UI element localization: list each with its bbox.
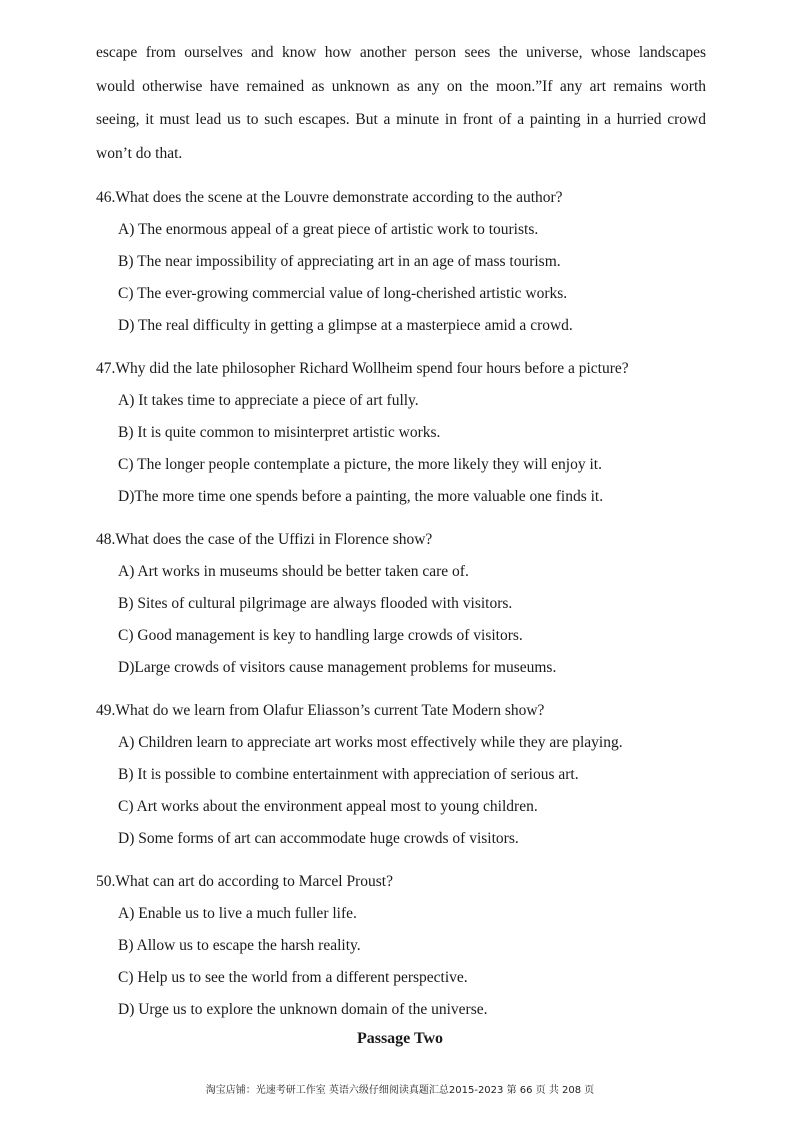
passage-line: won’t do that. — [96, 144, 183, 162]
passage-text — [96, 36, 706, 170]
question-stem: 50.What can art do according to Marcel Proust? — [96, 873, 393, 890]
question-46 — [96, 182, 716, 342]
option-b: B) It is possible to combine entertainment with appreciation of serious art. — [118, 766, 579, 783]
option-a: A) Children learn to appreciate art works most effectively while they are playing. — [118, 734, 623, 751]
option-b: B) It is quite common to misinterpret artistic works. — [118, 424, 441, 441]
passage-line: would otherwise have remained as unknown as any on the moon.”If any art remains worth — [96, 77, 706, 95]
option-b: B) Sites of cultural pilgrimage are always flooded with visitors. — [118, 595, 513, 612]
option-d: D) Some forms of art can accommodate huge crowds of visitors. — [118, 830, 519, 847]
question-stem: 48.What does the case of the Uffizi in Florence show? — [96, 531, 433, 548]
option-d: D)Large crowds of visitors cause management problems for museums. — [118, 659, 557, 676]
question-50 — [96, 866, 716, 1026]
option-c: C) The longer people contemplate a picture, the more likely they will enjoy it. — [118, 456, 602, 473]
option-b: B) The near impossibility of appreciating art in an age of mass tourism. — [118, 253, 561, 270]
question-49 — [96, 695, 716, 855]
option-a: A) Art works in museums should be better taken care of. — [118, 563, 469, 580]
section-title: Passage Two — [356, 1030, 444, 1047]
option-d: D)The more time one spends before a painting, the more valuable one finds it. — [118, 488, 604, 505]
question-stem: 46.What does the scene at the Louvre demonstrate according to the author? — [96, 189, 563, 206]
option-a: A) Enable us to live a much fuller life. — [118, 905, 357, 922]
option-c: C) Art works about the environment appeal most to young children. — [118, 798, 538, 815]
option-a: A) It takes time to appreciate a piece of art fully. — [118, 392, 419, 409]
question-stem: 47.Why did the late philosopher Richard Wollheim spend four hours before a picture? — [96, 360, 629, 377]
option-d: D) Urge us to explore the unknown domain of the universe. — [118, 1001, 488, 1018]
option-c: C) Good management is key to handling large crowds of visitors. — [118, 627, 523, 644]
option-d: D) The real difficulty in getting a glimpse at a masterpiece amid a crowd. — [118, 317, 573, 334]
question-stem: 49.What do we learn from Olafur Eliasson’s current Tate Modern show? — [96, 702, 545, 719]
passage-line: escape from ourselves and know how another person sees the universe, whose landscapes — [96, 44, 706, 61]
page-footer: 淘宝店铺：光速考研工作室 英语六级仔细阅读真题汇总2015-2023 第 66 页 共 208 页 — [205, 1085, 595, 1096]
passage-line: seeing, it must lead us to such escapes. But a minute in front of a painting in a hurried crowd — [96, 111, 706, 128]
option-c: C) Help us to see the world from a different perspective. — [118, 969, 468, 986]
question-47 — [96, 353, 716, 513]
option-a: A) The enormous appeal of a great piece of artistic work to tourists. — [118, 221, 539, 238]
option-b: B) Allow us to escape the harsh reality. — [118, 937, 361, 954]
question-48 — [96, 524, 716, 684]
option-c: C) The ever-growing commercial value of long-cherished artistic works. — [118, 285, 568, 302]
